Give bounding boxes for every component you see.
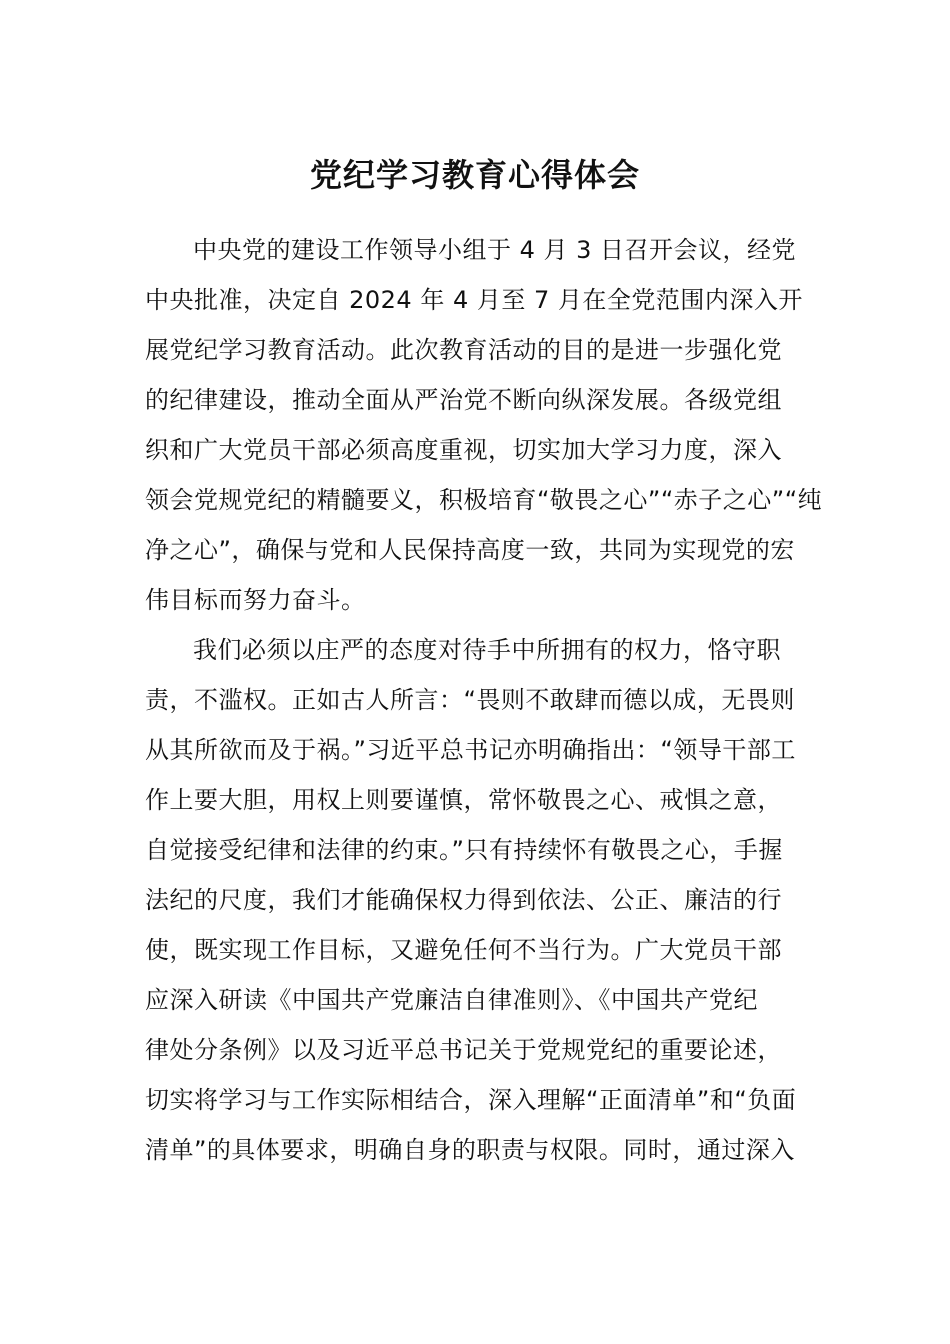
text-line: 我们必须以庄严的态度对待手中所拥有的权力，恪守职 — [193, 636, 781, 664]
text-line: 领会党规党纪的精髓要义，积极培育“敬畏之心”“赤子之心”“纯 — [145, 486, 823, 514]
text-line: 责，不滥权。正如古人所言：“畏则不敢肆而德以成，无畏则 — [145, 686, 795, 714]
paragraph-1 — [145, 225, 823, 625]
text-line: 使，既实现工作目标，又避免任何不当行为。广大党员干部 — [145, 936, 782, 964]
text-line: 中央批准，决定自 2024 年 4 月至 7 月在全党范围内深入开 — [145, 286, 803, 314]
text-line: 法纪的尺度，我们才能确保权力得到依法、公正、廉洁的行 — [145, 886, 782, 914]
text-line: 作上要大胆，用权上则要谨慎，常怀敬畏之心、戒惧之意， — [145, 786, 782, 814]
text-line: 的纪律建设，推动全面从严治党不断向纵深发展。各级党组 — [145, 386, 782, 414]
text-line: 切实将学习与工作实际相结合，深入理解“正面清单”和“负面 — [145, 1086, 797, 1114]
document-title: 党纪学习教育心得体会 — [309, 156, 640, 194]
document-body — [145, 225, 823, 1175]
text-line: 自觉接受纪律和法律的约束。”只有持续怀有敬畏之心，手握 — [145, 836, 783, 864]
text-line: 展党纪学习教育活动。此次教育活动的目的是进一步强化党 — [145, 336, 782, 364]
text-line: 伟目标而努力奋斗。 — [145, 586, 366, 614]
paragraph-2 — [145, 625, 810, 1175]
text-line: 中央党的建设工作领导小组于 4 月 3 日召开会议，经党 — [193, 236, 797, 264]
text-line: 从其所欲而及于祸。”习近平总书记亦明确指出：“领导干部工 — [145, 736, 796, 764]
text-line: 应深入研读《中国共产党廉洁自律准则》、《中国共产党纪 — [145, 986, 758, 1014]
text-line: 织和广大党员干部必须高度重视，切实加大学习力度，深入 — [145, 436, 782, 464]
text-line: 净之心”，确保与党和人民保持高度一致，共同为实现党的宏 — [145, 536, 795, 564]
text-line: 律处分条例》以及习近平总书记关于党规党纪的重要论述， — [145, 1036, 782, 1064]
text-line: 清单”的具体要求，明确自身的职责与权限。同时，通过深入 — [145, 1136, 795, 1164]
